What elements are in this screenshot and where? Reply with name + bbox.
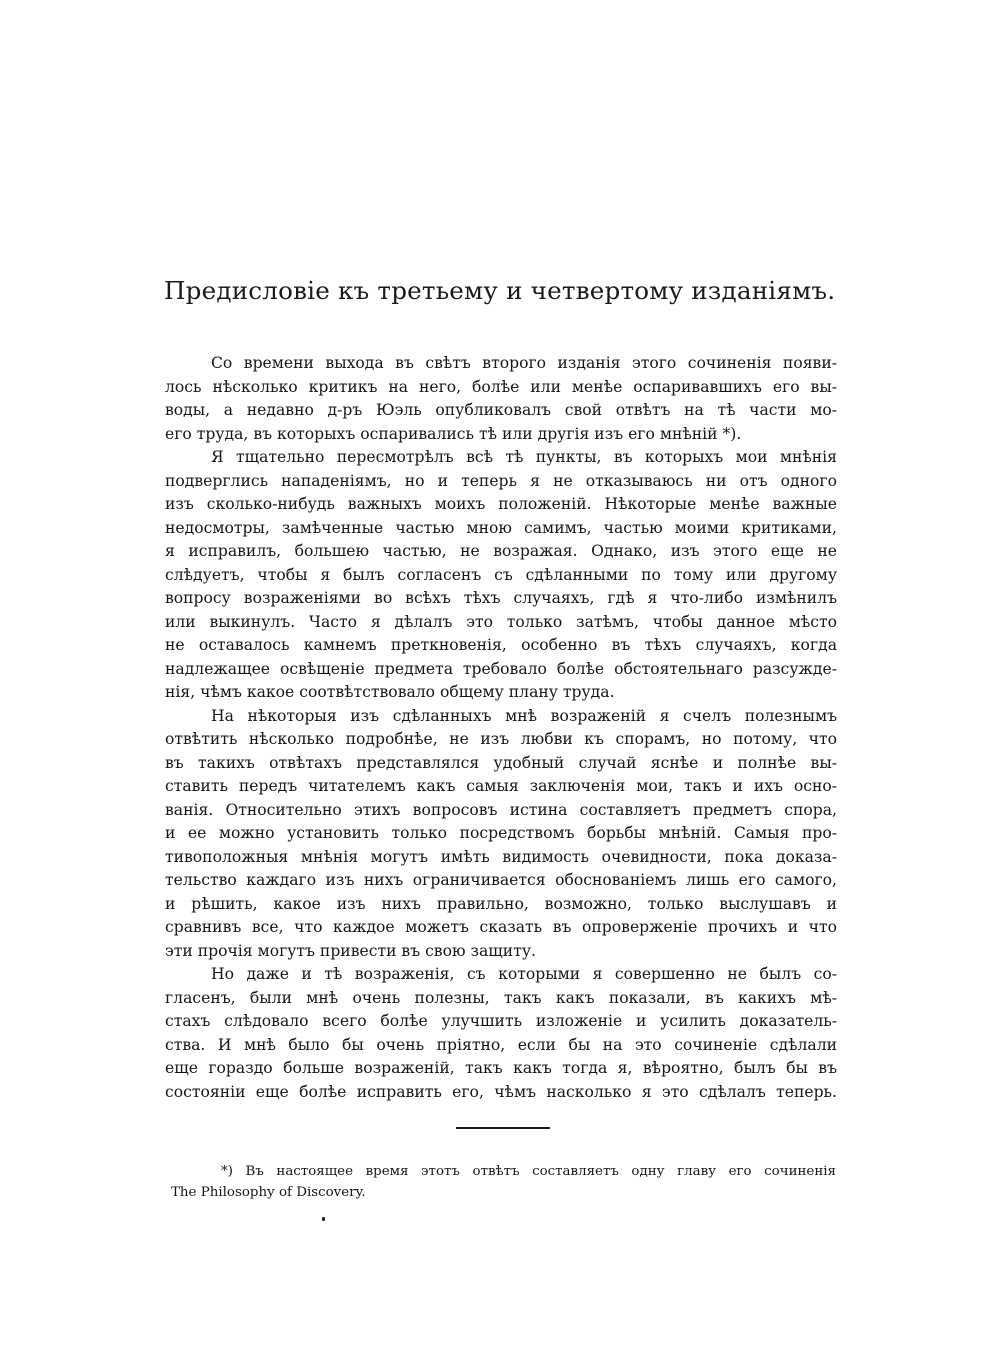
text-line: сравнивъ все, что каждое можетъ сказать въ опроверженіе прочихъ и что (165, 918, 837, 936)
footnote-line: *) Въ настоящее время этотъ отвѣтъ составляетъ одну главу его сочиненія (221, 1164, 836, 1179)
text-line: ставить передъ читателемъ какъ самыя заключенія мои, такъ и ихъ осно- (165, 777, 837, 795)
text-line: стахъ слѣдовало всего болѣе улучшить изложеніе и усилить доказатель- (165, 1012, 837, 1030)
paragraph-4 (165, 963, 837, 1104)
preface-body (165, 352, 837, 1104)
text-line: ванія. Относительно этихъ вопросовъ истина составляетъ предметъ спора, (165, 800, 837, 819)
text-line: вопросу возраженіями во всѣхъ тѣхъ случаяхъ, гдѣ я что-либо измѣнилъ (165, 589, 837, 607)
text-line: Я тщательно пересмотрѣлъ всѣ тѣ пункты, въ которыхъ мои мнѣнія (211, 448, 837, 466)
text-line: состояніи еще болѣе исправить его, чѣмъ насколько я это сдѣлалъ теперь. (165, 1082, 837, 1101)
text-line: въ такихъ отвѣтахъ представлялся удобный случай яснѣе и полнѣе вы- (165, 753, 837, 772)
footnote (171, 1161, 836, 1203)
text-line: и рѣшить, какое изъ нихъ правильно, возможно, только выслушавъ и (165, 894, 837, 913)
text-line: его труда, въ которыхъ оспаривались тѣ или другія изъ его мнѣній *). (165, 424, 742, 443)
text-line: я исправилъ, большею частью, не возражая. Однако, изъ этого еще не (165, 542, 837, 560)
text-line: и ее можно установить только посредствомъ борьбы мнѣній. Самыя про- (165, 824, 837, 842)
text-line: еще гораздо больше возраженій, такъ какъ тогда я, вѣроятно, былъ бы въ (165, 1059, 837, 1077)
text-line: тивоположныя мнѣнія могутъ имѣть видимость очевидности, пока доказа- (165, 847, 837, 866)
paragraph-2 (165, 446, 837, 705)
text-line: или выкинулъ. Часто я дѣлалъ это только затѣмъ, чтобы данное мѣсто (165, 612, 837, 631)
text-line: слѣдуетъ, чтобы я былъ согласенъ съ сдѣланными по тому или другому (165, 565, 837, 584)
text-line: отвѣтить нѣсколько подробнѣе, не изъ любви къ спорамъ, но потому, что (165, 730, 837, 748)
text-line: Но даже и тѣ возраженія, съ которыми я совершенно не былъ со- (211, 965, 837, 983)
text-line: надлежащее освѣщеніе предмета требовало болѣе обстоятельнаго разсужде- (165, 659, 837, 678)
text-line: тельство каждаго изъ нихъ ограничивается обоснованіемъ лишь его самого, (165, 871, 837, 889)
text-line: изъ сколько-нибудь важныхъ моихъ положеній. Нѣкоторые менѣе важные (165, 495, 837, 513)
text-line: воды, а недавно д-ръ Юэль опубликовалъ свой отвѣтъ на тѣ части мо- (165, 401, 837, 419)
text-line: На нѣкоторыя изъ сдѣланныхъ мнѣ возраженій я счелъ полезнымъ (211, 706, 837, 725)
text-line: эти прочія могутъ привести въ свою защиту. (165, 941, 536, 960)
text-line: не оставалось камнемъ преткновенія, особенно въ тѣхъ случаяхъ, когда (165, 636, 837, 654)
paragraph-1 (165, 352, 837, 446)
text-line: нія, чѣмъ какое соотвѣтствовало общему плану труда. (165, 683, 615, 701)
text-line: ства. И мнѣ было бы очень пріятно, если бы на это сочиненіе сдѣлали (165, 1035, 837, 1054)
text-line: подверглись нападеніямъ, но и теперь я не отказываюсь ни отъ одного (165, 471, 837, 490)
paragraph-3 (165, 705, 837, 964)
footnote-separator-rule (456, 1127, 550, 1129)
page-title: Предисловіе къ третьему и четвертому изданіямъ. (164, 276, 836, 305)
text-line: недосмотры, замѣченные частью мною самимъ, частью моими критиками, (165, 518, 837, 537)
text-line: Со времени выхода въ свѣтъ второго изданія этого сочиненія появи- (211, 354, 837, 372)
footnote-line: The Philosophy of Discovery. (171, 1185, 366, 1200)
text-line: лось нѣсколько критикъ на него, болѣе или менѣе оспаривавшихъ его вы- (165, 377, 837, 396)
text-line: гласенъ, были мнѣ очень полезны, такъ какъ показали, въ какихъ мѣ- (165, 988, 837, 1007)
print-speck-mark (322, 1217, 325, 1221)
